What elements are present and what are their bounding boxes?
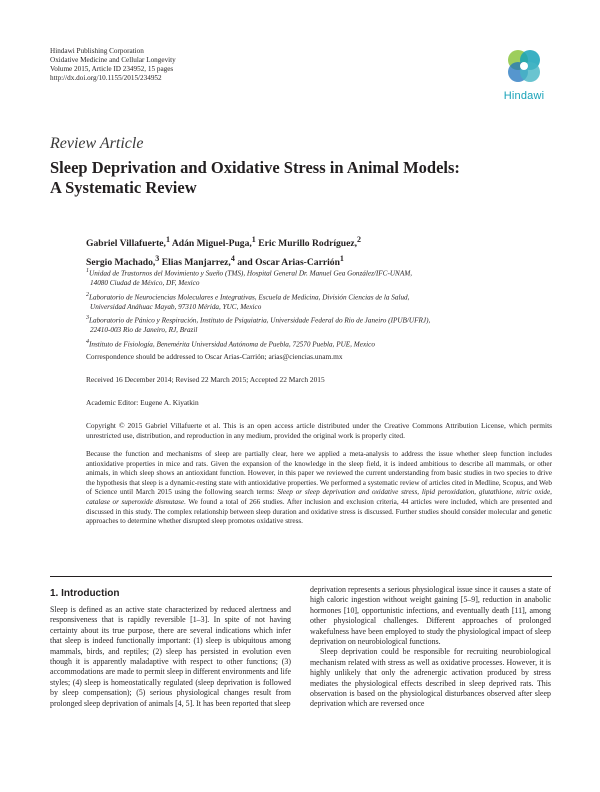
section-heading: 1. Introduction (50, 588, 120, 599)
hindawi-logo (497, 44, 551, 108)
author[interactable]: Sergio Machado,$^3$ (86, 254, 160, 269)
article-type: Review Article (50, 135, 144, 152)
academic-editor: Academic Editor: Eugene A. Kiyatkin (86, 398, 199, 407)
affiliation: $^1$Unidad de Trastornos del Movimiento y Sueño (TMS), Hospital General Dr. Manuel Gea González/IFC-UNAM, 14080 Ciudad de México, DF, Mexico (86, 268, 413, 287)
paper-title: Sleep Deprivation and Oxidative Stress in Animal Models: A Systematic Review (50, 158, 460, 197)
copyright-notice: Copyright © 2015 Gabriel Villafuerte et al. This is an open access article distributed under the Creative Commons Attribution License, which permits unrestricted use, distribution, and reproduction in any medium, provided the original work is properly cited. (86, 421, 552, 440)
hindawi-logo-icon (502, 44, 546, 88)
paragraph: Sleep deprivation could be responsible for recruiting neurobiological mechanism related with stress as well as oxidative processes. However, it is highly unlikely that only the adrenergic activation produced by stress mediates the physiological effects described in sleep deprived rats. This observation is based on the physiological disturbances observed after sleep deprivation which are reversed once (310, 647, 551, 709)
doi-link[interactable]: http://dx.doi.org/10.1155/2015/234952 (50, 74, 162, 82)
hindawi-wordmark: Hindawi (503, 90, 545, 102)
abstract: Because the function and mechanisms of sleep are partially clear, here we applied a meta-analysis to address the issue whether sleep function includes antioxidative properties in mice and rats. Given the expansion of the knowledge in the sleep field, it is indeed ambitious to describe all mammals, or other animals, in which sleep shows an antioxidant function. However, in this paper we reviewed the current understanding from basic studies in two species to drive the hypothesis that sleep is a dynamic-resting state with antioxidative properties. We performed a systematic review of articles cited in Medline, Scopus, and Web of Science until March 2015 using the following search terms: Sleep or sleep deprivation and oxidative stress, lipid peroxidation, glutathione, nitric oxide, catalase or superoxide dismutase. We found a total of 266 studies. After inclusion and exclusion criteria, 44 articles were included, which are presented and discussed in this study. The complex relationship between sleep duration and oxidative stress is discussed. Further studies should consider molecular and genetic approaches to determine whether disrupted sleep promotes oxidative stress. (86, 450, 552, 526)
affiliation: $^4$Instituto de Fisiología, Benemérita Universidad Autónoma de Puebla, 72570 Puebla, PUE, Mexico (86, 338, 375, 349)
author[interactable]: Elias Manjarrez,$^4$ (161, 254, 235, 269)
volume-info: Volume 2015, Article ID 234952, 15 pages (50, 65, 174, 73)
journal-name: Oxidative Medicine and Cellular Longevity (50, 56, 176, 64)
correspondence: Correspondence should be addressed to Oscar Arias-Carrión; arias@ciencias.unam.mx (86, 352, 343, 361)
author-list (86, 232, 546, 270)
author[interactable]: Adán Miguel-Puga,$^1$ (171, 235, 256, 250)
body-column-left (50, 605, 291, 709)
affiliations (86, 267, 556, 352)
author[interactable]: Gabriel Villafuerte,$^1$ (86, 235, 170, 250)
author[interactable]: and Oscar Arias-Carrión$^1$ (237, 254, 344, 269)
publisher: Hindawi Publishing Corporation (50, 47, 144, 55)
paragraph: deprivation represents a serious physiological issue since it causes a state of high caloric ingestion without weight gaining [5–9], reduction in anabolic hormones [10], opportunistic infections, and eventually death [11], among other physiological challenges. Different approaches of prolonged wakefulness have been employed to study the physiological impact of sleep deprivation on neurobiological functions. (310, 585, 551, 647)
author[interactable]: Eric Murillo Rodríguez,$^2$ (258, 235, 362, 250)
affiliation: $^2$Laboratorio de Neurociencias Moleculares e Integrativas, Escuela de Medicina, División Ciencias de la Salud, Universidad Anáhuac Mayab, 97310 Mérida, YUC, Mexico (86, 291, 410, 311)
section-divider (50, 576, 552, 577)
body-column-right (310, 585, 551, 710)
search-terms: Sleep or sleep deprivation and oxidative stress, lipid peroxidation, glutathione, nitric oxide, catalase or superoxide dismutase. (86, 488, 552, 506)
journal-info (50, 47, 176, 83)
affiliation: $^3$Laboratorio de Pánico y Respiración, Instituto de Psiquiatria, Universidade Federal do Rio de Janeiro (IPUB/UFRJ), 22410-003 Rio de Janeiro, RJ, Brazil (86, 315, 431, 335)
paragraph: Sleep is defined as an active state characterized by reduced alertness and responsiveness that is rapidly reversible [1–3]. In spite of not having certainty about its true purpose, there are several indications which infer that sleep is indeed functionally important: (1) sleep is ubiquitous among mammals, birds, and reptiles; (2) sleep has persisted in evolution even though it is apparently maladaptive with respect to other functions; (3) accommodations are made to permit sleep in different environments and life styles; (4) sleep is homeostatically regulated (sleep deprivation is followed by sleep compensation); (5) serious physiological changes result from prolonged sleep deprivation of animals [4, 5]. It has been reported that sleep (50, 605, 291, 708)
publication-dates: Received 16 December 2014; Revised 22 March 2015; Accepted 22 March 2015 (86, 375, 325, 384)
